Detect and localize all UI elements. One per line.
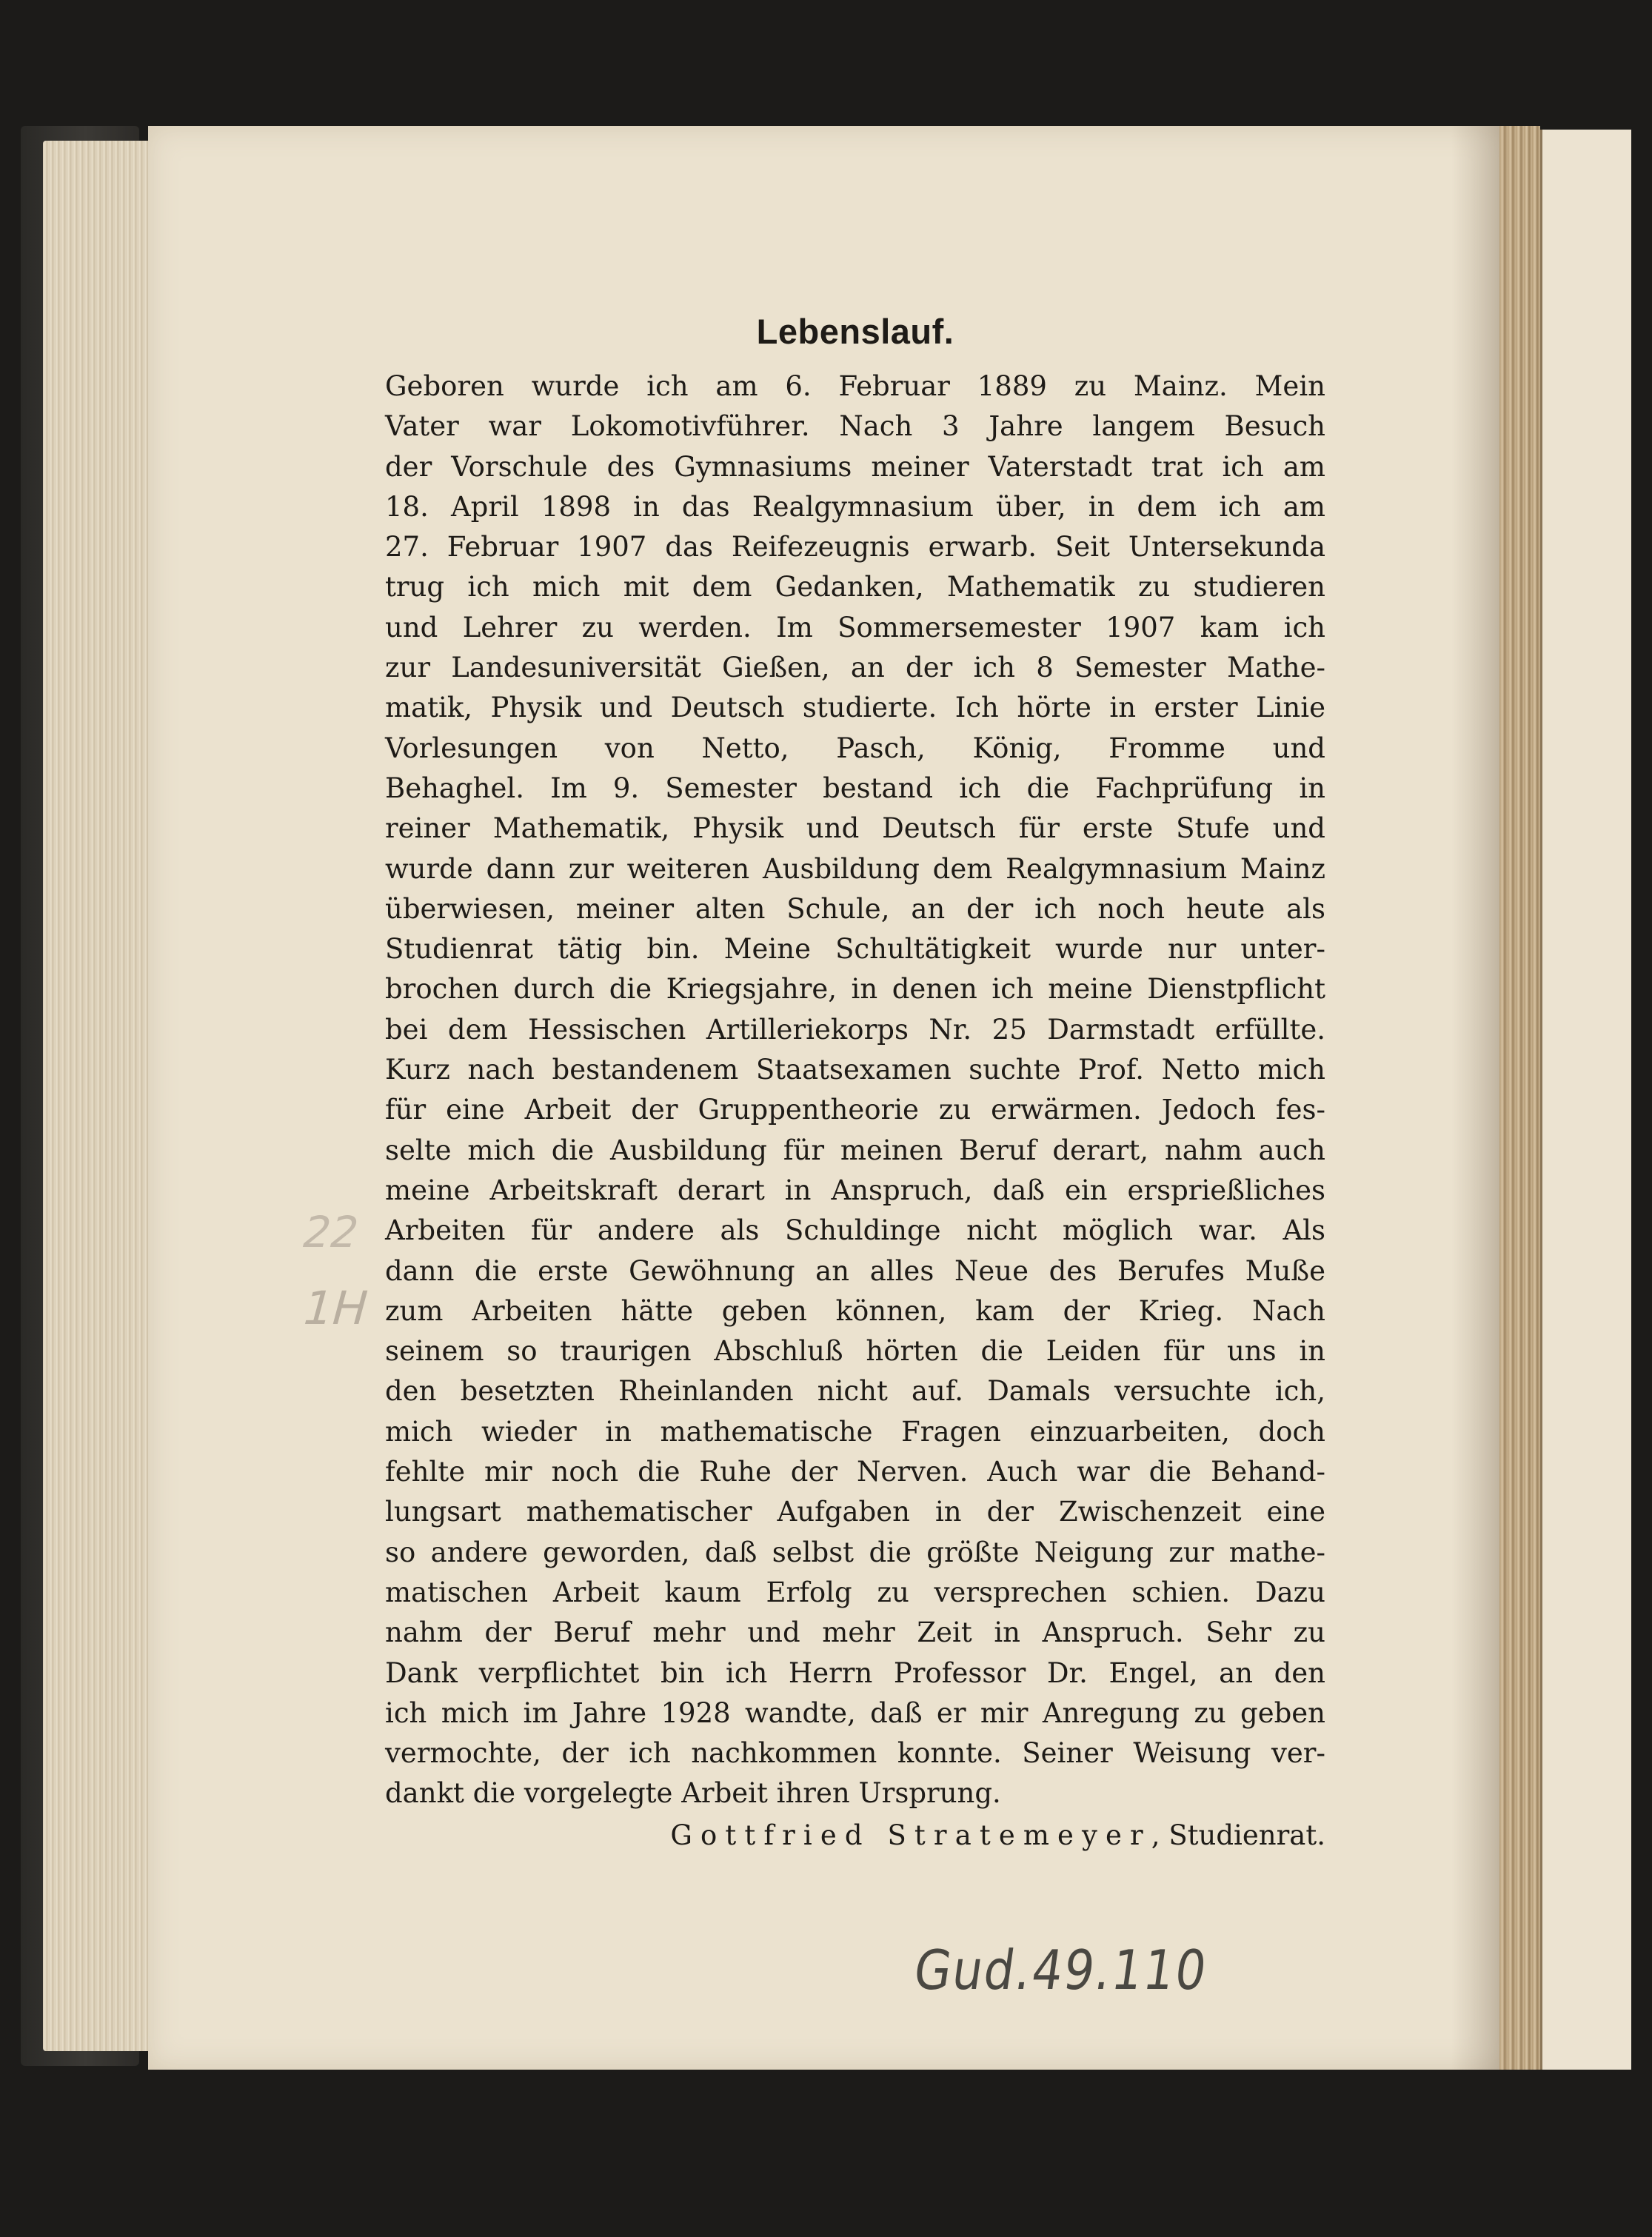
facing-page-edge	[1540, 130, 1631, 2070]
text-line: für eine Arbeit der Gruppentheorie zu erwärmen. Jedoch fes-	[385, 1094, 1325, 1126]
text-line: meine Arbeitskraft derart in Anspruch, daß ein ersprießliches	[385, 1174, 1325, 1206]
signature-title: , Studienrat.	[1151, 1819, 1325, 1851]
text-line: matischen Arbeit kaum Erfolg zu versprechen schien. Dazu	[385, 1576, 1325, 1608]
text-line: überwiesen, meiner alten Schule, an der ich noch heute als	[385, 892, 1325, 925]
text-line: Vorlesungen von Netto, Pasch, König, Fromme und	[385, 732, 1325, 764]
text-line: seinem so traurigen Abschluß hörten die Leiden für uns in	[385, 1335, 1325, 1368]
text-line: Kurz nach bestandenem Staatsexamen suchte Prof. Netto mich	[385, 1054, 1325, 1086]
text-line: Vater war Lokomotivführer. Nach 3 Jahre langem Besuch	[385, 410, 1325, 443]
text-line: wurde dann zur weiteren Ausbildung dem Realgymnasium Mainz	[385, 852, 1325, 885]
text-line: Arbeiten für andere als Schuldinge nicht möglich war. Als	[385, 1214, 1325, 1247]
text-line: selte mich die Ausbildung für meinen Beruf derart, nahm auch	[385, 1134, 1325, 1166]
text-line: den besetzten Rheinlanden nicht auf. Damals versuchte ich,	[385, 1375, 1325, 1408]
text-line: Geboren wurde ich am 6. Februar 1889 zu Mainz. Mein	[385, 370, 1325, 402]
text-line: und Lehrer zu werden. Im Sommersemester 1907 kam ich	[385, 611, 1325, 643]
text-line: dankt die vorgelegte Arbeit ihren Ursprung.	[385, 1777, 1001, 1810]
text-line: so andere geworden, daß selbst die größte Neigung zur mathe-	[385, 1536, 1325, 1568]
document-body	[385, 311, 1325, 1856]
text-line: vermochte, der ich nachkommen konnte. Seiner Weisung ver-	[385, 1737, 1325, 1770]
pencil-margin-mark: 22	[296, 1207, 365, 1257]
signature-name: Gottfried Stratemeyer	[670, 1819, 1151, 1851]
text-line: nahm der Beruf mehr und mehr Zeit in Anspruch. Sehr zu	[385, 1616, 1325, 1649]
text-line: Dank verpflichtet bin ich Herrn Professor Dr. Engel, an den	[385, 1656, 1325, 1689]
text-line: matik, Physik und Deutsch studierte. Ich hörte in erster Linie	[385, 692, 1325, 724]
text-line: Studienrat tätig bin. Meine Schultätigkeit wurde nur unter-	[385, 933, 1325, 966]
text-line: Behaghel. Im 9. Semester bestand ich die Fachprüfung in	[385, 772, 1325, 804]
text-line: brochen durch die Kriegsjahre, in denen ich meine Dienstpflicht	[385, 973, 1325, 1006]
book-spine-edge	[1499, 126, 1540, 2070]
biography-paragraph	[385, 367, 1325, 1814]
pencil-margin-mark: 1H	[296, 1281, 375, 1335]
text-line: lungsart mathematischer Aufgaben in der Zwischenzeit eine	[385, 1496, 1325, 1528]
text-line: zur Landesuniversität Gießen, an der ich 8 Semester Mathe-	[385, 652, 1325, 684]
document-title: Lebenslauf.	[756, 312, 954, 351]
text-line: der Vorschule des Gymnasiums meiner Vaterstadt trat ich am	[385, 450, 1325, 483]
text-line: zum Arbeiten hätte geben können, kam der Krieg. Nach	[385, 1294, 1325, 1327]
text-line: trug ich mich mit dem Gedanken, Mathematik zu studieren	[385, 571, 1325, 603]
text-line: 18. April 1898 in das Realgymnasium über, in dem ich am	[385, 490, 1325, 523]
text-line: 27. Februar 1907 das Reifezeugnis erwarb. Seit Untersekunda	[385, 531, 1325, 564]
text-line: mich wieder in mathematische Fragen einzuarbeiten, doch	[385, 1415, 1325, 1448]
text-line: dann die erste Gewöhnung an alles Neue des Berufes Muße	[385, 1254, 1325, 1287]
text-line: reiner Mathematik, Physik und Deutsch für erste Stufe und	[385, 812, 1325, 845]
text-line: bei dem Hessischen Artilleriekorps Nr. 25 Darmstadt erfüllte.	[385, 1013, 1325, 1046]
handwritten-shelfmark: Gud.49.110	[910, 1939, 1212, 2003]
text-line: fehlte mir noch die Ruhe der Nerven. Auch war die Behand-	[385, 1456, 1325, 1488]
signature-line	[385, 1816, 1325, 1856]
text-line: ich mich im Jahre 1928 wandte, daß er mir Anregung zu geben	[385, 1696, 1325, 1729]
